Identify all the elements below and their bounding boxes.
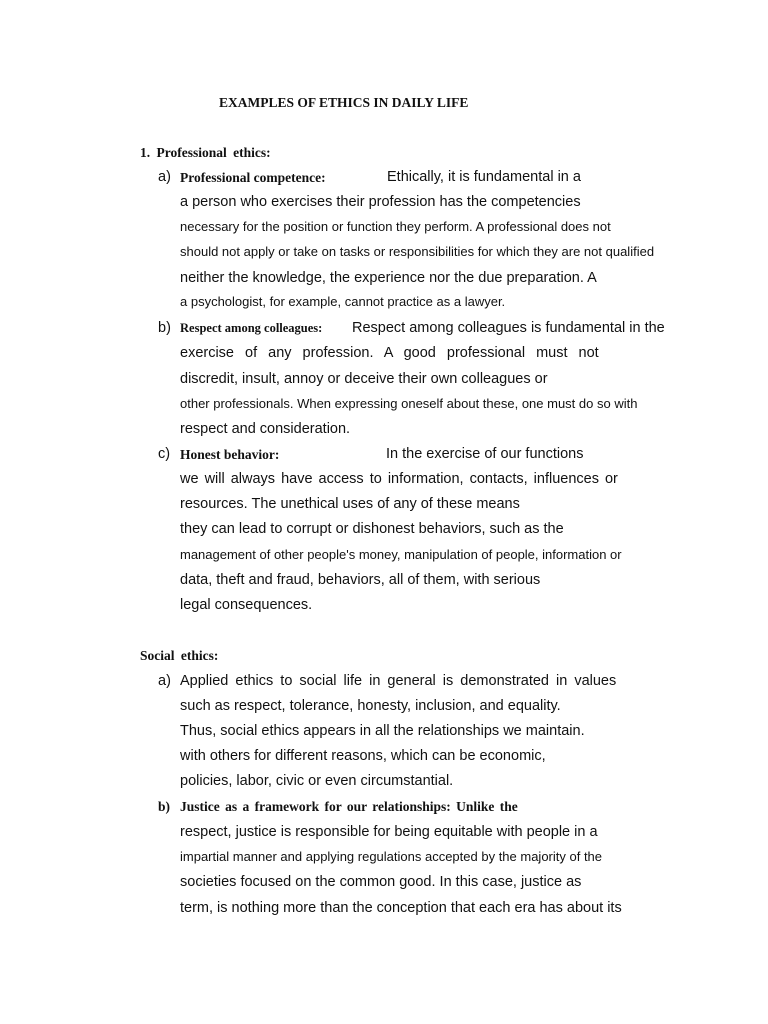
paragraph-line: necessary for the position or function they perform. A professional does not bbox=[180, 219, 611, 234]
paragraph-line: with others for different reasons, which can be economic, bbox=[180, 748, 546, 764]
document-title: EXAMPLES OF ETHICS IN DAILY LIFE bbox=[219, 95, 469, 110]
item-lead-professional-competence: Professional competence: bbox=[180, 170, 326, 185]
paragraph-line: discredit, insult, annoy or deceive their own colleagues or bbox=[180, 371, 548, 387]
paragraph-line: they can lead to corrupt or dishonest behaviors, such as the bbox=[180, 521, 564, 537]
paragraph-line: respect and consideration. bbox=[180, 421, 351, 437]
paragraph-line: neither the knowledge, the experience nor the due preparation. A bbox=[180, 270, 597, 286]
paragraph-line: Applied ethics to social life in general is demonstrated in values bbox=[180, 673, 617, 689]
paragraph-line: respect, justice is responsible for being equitable with people in a bbox=[180, 824, 598, 840]
list-marker-2a: a) bbox=[158, 673, 171, 689]
paragraph-line: management of other people's money, manipulation of people, information or bbox=[180, 547, 622, 562]
list-marker-1a: a) bbox=[158, 169, 171, 185]
paragraph-line: other professionals. When expressing oneself about these, one must do so with bbox=[180, 396, 638, 411]
paragraph-line: societies focused on the common good. In this case, justice as bbox=[180, 874, 582, 890]
paragraph-line: a psychologist, for example, cannot practice as a lawyer. bbox=[180, 294, 506, 309]
paragraph-line: Thus, social ethics appears in all the relationships we maintain. bbox=[180, 723, 585, 739]
paragraph-line: a person who exercises their profession has the competencies bbox=[180, 194, 581, 210]
paragraph-line: data, theft and fraud, behaviors, all of them, with serious bbox=[180, 572, 541, 588]
paragraph-line: resources. The unethical uses of any of these means bbox=[180, 496, 520, 512]
item-lead-honest-behavior: Honest behavior: bbox=[180, 447, 280, 462]
section-heading-social-ethics: Social ethics: bbox=[140, 648, 219, 663]
item-lead-respect-among-colleagues: Respect among colleagues: bbox=[180, 321, 323, 335]
paragraph-line: impartial manner and applying regulations accepted by the majority of the bbox=[180, 849, 603, 864]
paragraph-line: Respect among colleagues is fundamental in the bbox=[352, 320, 665, 336]
paragraph-line: we will always have access to information, contacts, influences or bbox=[180, 471, 618, 487]
list-marker-2b: b) bbox=[158, 799, 171, 814]
paragraph-line: should not apply or take on tasks or responsibilities for which they are not qualified bbox=[180, 244, 655, 259]
paragraph-line: term, is nothing more than the conception that each era has about its bbox=[180, 900, 622, 916]
paragraph-line: legal consequences. bbox=[180, 597, 313, 613]
paragraph-line: exercise of any profession. A good professional must not bbox=[180, 345, 599, 361]
list-marker-1b: b) bbox=[158, 320, 171, 336]
item-lead-justice-framework: Justice as a framework for our relationships: Unlike the bbox=[180, 799, 518, 814]
paragraph-line: policies, labor, civic or even circumstantial. bbox=[180, 773, 454, 789]
list-marker-1c: c) bbox=[158, 446, 171, 462]
section-heading-professional-ethics: 1. Professional ethics: bbox=[140, 145, 271, 160]
paragraph-line: Ethically, it is fundamental in a bbox=[387, 169, 581, 185]
paragraph-line: such as respect, tolerance, honesty, inclusion, and equality. bbox=[180, 698, 561, 714]
paragraph-line: In the exercise of our functions bbox=[386, 446, 584, 462]
